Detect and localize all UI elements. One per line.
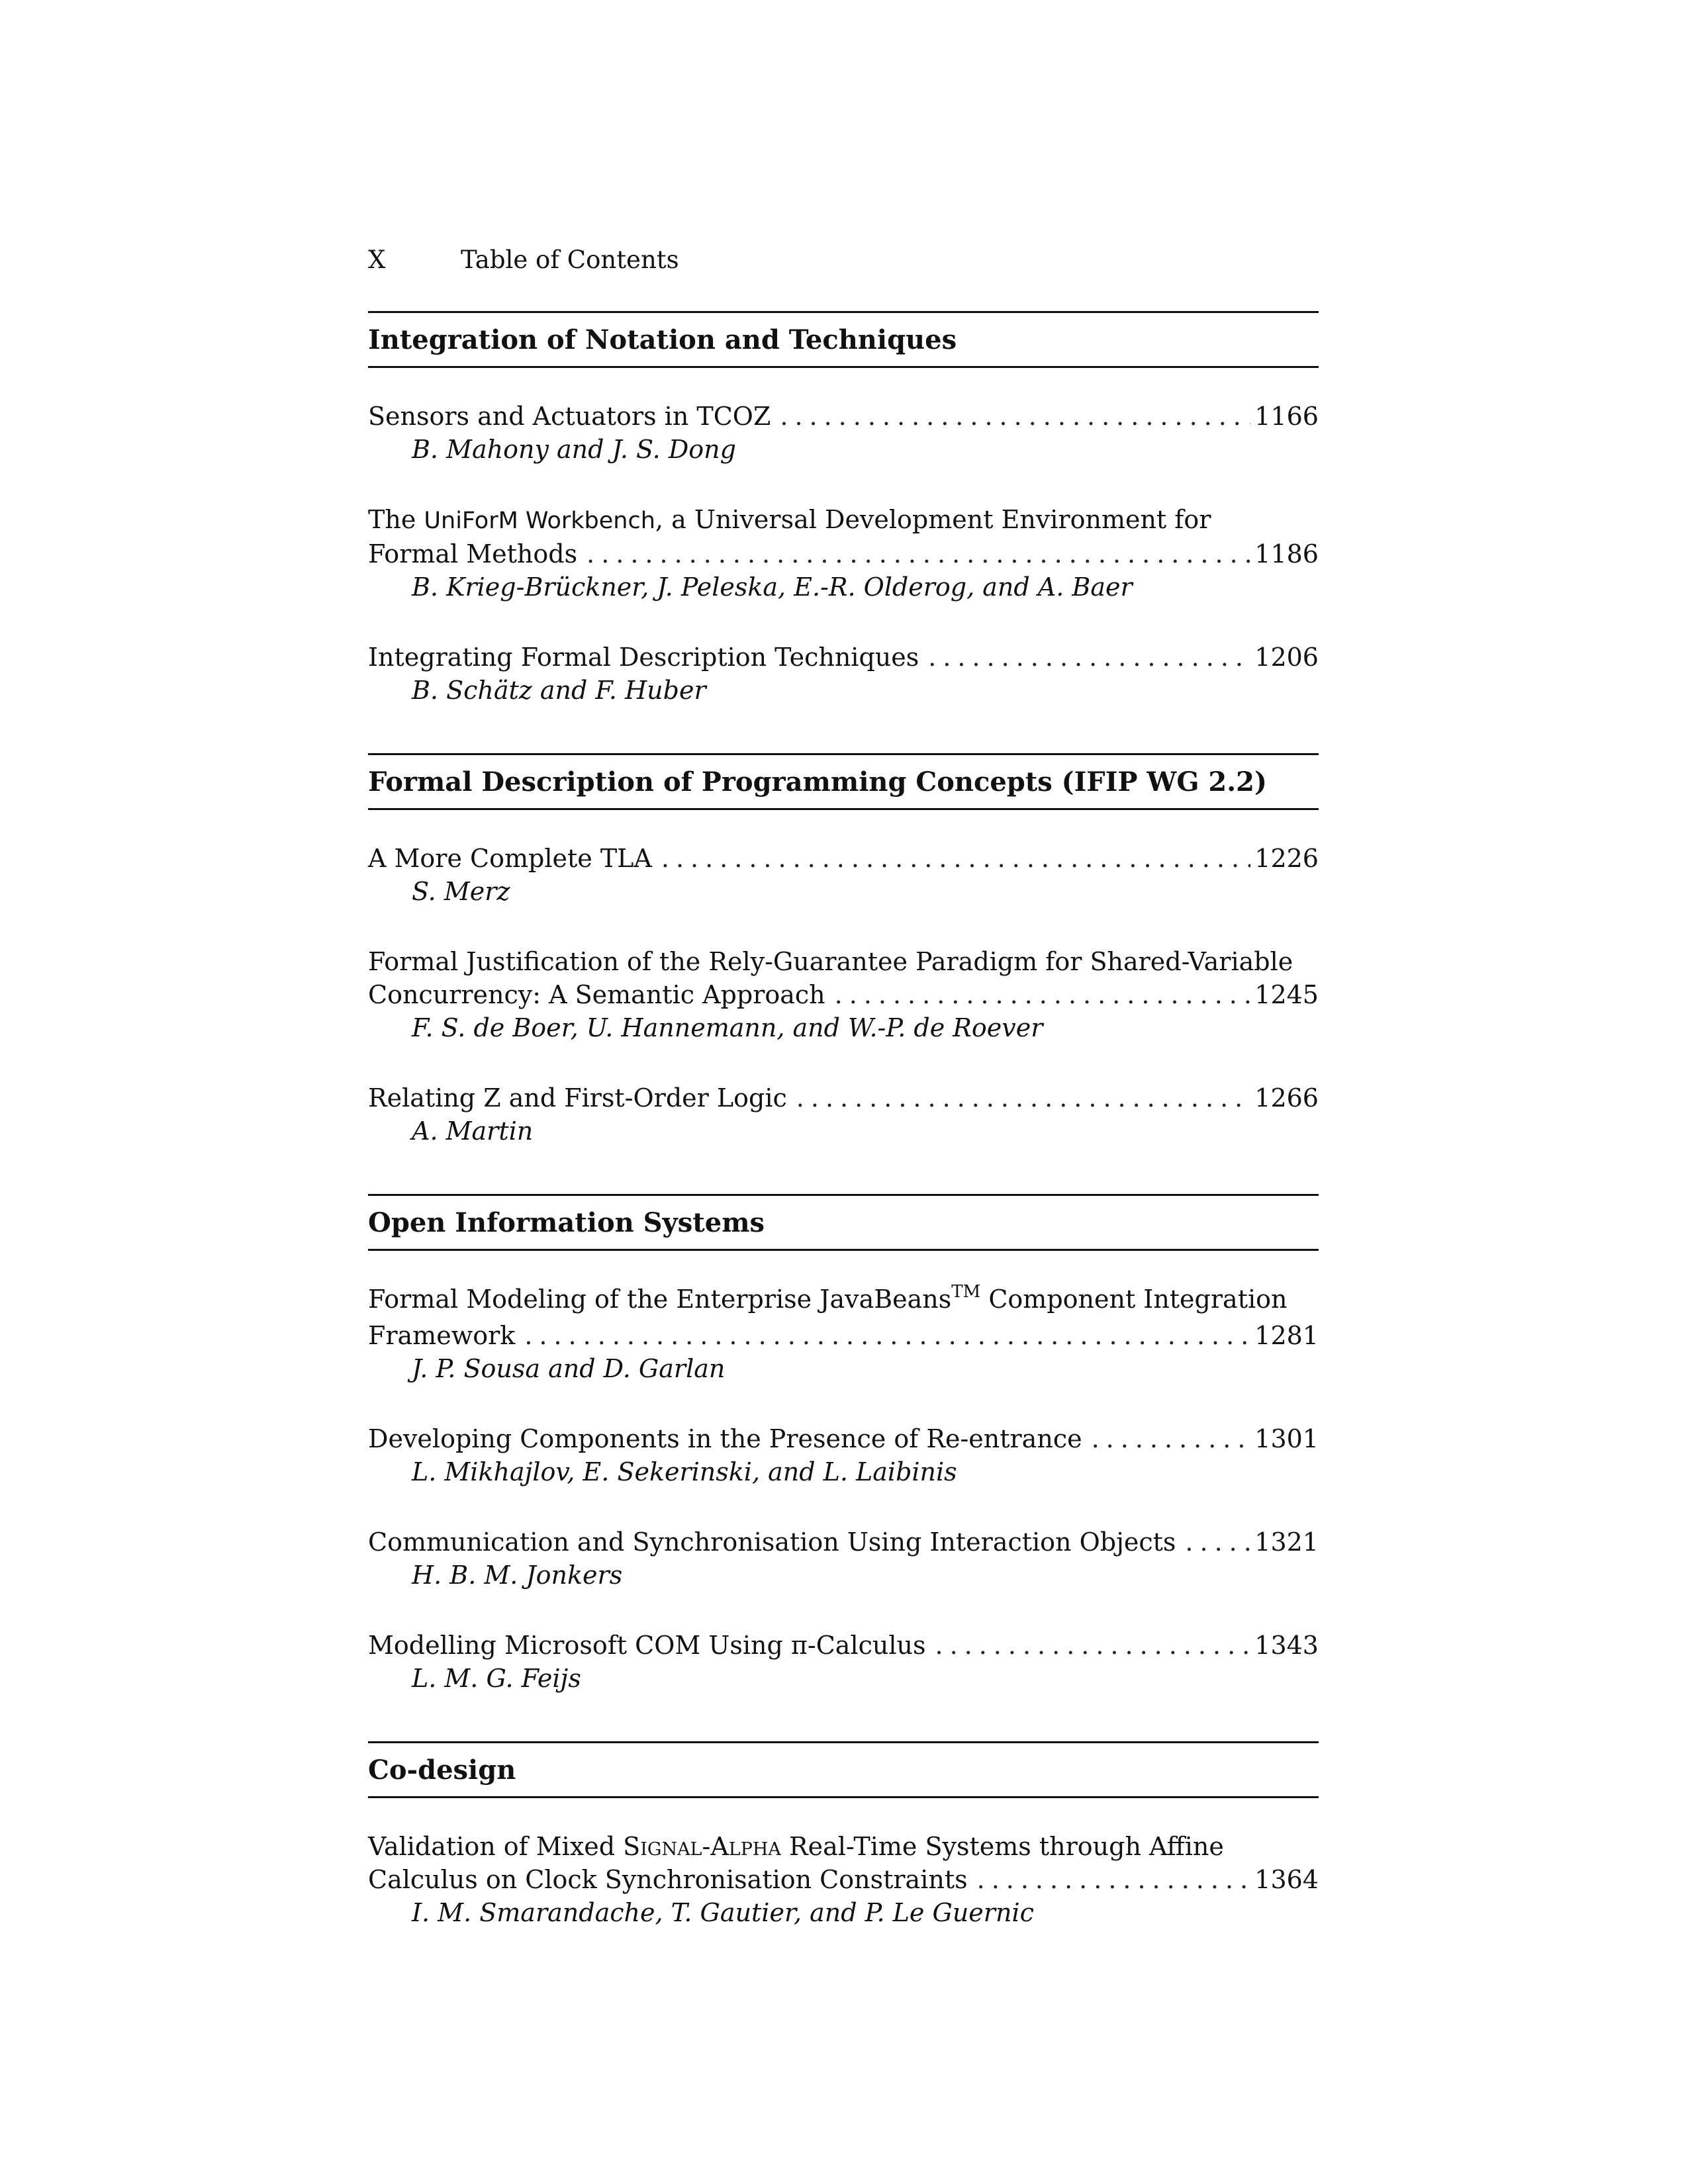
dot-leader (928, 641, 1250, 674)
entry-authors: L. Mikhajlov, E. Sekerinski, and L. Laibinis (412, 1457, 957, 1486)
page-number: X (368, 246, 386, 274)
entry-authors: F. S. de Boer, U. Hannemann, and W.-P. de Roever (412, 1013, 1043, 1042)
entry-page: 1245 (1254, 980, 1319, 1009)
section-header (368, 753, 1319, 810)
entry-title-row (368, 1863, 1319, 1896)
entry-title-row (368, 1422, 1319, 1455)
section-header (368, 311, 1319, 368)
toc-section (368, 311, 1319, 707)
toc-entry[interactable] (368, 1283, 1319, 1385)
trademark-superscript: TM (951, 1282, 981, 1302)
entry-title-row (368, 978, 1319, 1011)
entry-authors: A. Martin (412, 1116, 534, 1146)
entry-title-row (368, 400, 1319, 433)
entry-title-row (368, 1525, 1319, 1559)
toc-entry[interactable] (368, 1422, 1319, 1488)
dot-leader (796, 1081, 1251, 1115)
toc-entry[interactable] (368, 1830, 1319, 1929)
entry-title: Concurrency: A Semantic Approach (368, 980, 825, 1009)
toc-entry[interactable] (368, 641, 1319, 707)
entry-authors: J. P. Sousa and D. Garlan (412, 1354, 726, 1383)
entry-title-line (368, 1283, 1319, 1319)
entry-title-row (368, 1629, 1319, 1662)
toc-section (368, 753, 1319, 1148)
entry-title: Integrating Formal Description Techniques (368, 643, 919, 672)
entry-title-smallcaps-part: Signal-Alpha (623, 1832, 781, 1861)
entry-title-part: Component Integration (980, 1285, 1288, 1314)
toc-entry[interactable] (368, 842, 1319, 908)
dot-leader (661, 842, 1250, 875)
entry-title-line: Formal Justification of the Rely-Guarantee Paradigm for Shared-Variable (368, 947, 1293, 976)
entry-page: 1281 (1254, 1321, 1319, 1350)
section-title: Co-design (368, 1754, 516, 1786)
entry-authors: H. B. M. Jonkers (412, 1561, 623, 1590)
entry-title-part: Validation of Mixed (368, 1832, 624, 1861)
toc-entry[interactable] (368, 945, 1319, 1044)
dot-leader (835, 978, 1251, 1011)
entry-title: Communication and Synchronisation Using Interaction Objects (368, 1527, 1176, 1557)
entry-page: 1206 (1254, 643, 1319, 672)
entry-title: Calculus on Clock Synchronisation Constraints (368, 1865, 968, 1894)
toc-entry[interactable] (368, 1081, 1319, 1148)
dot-leader (977, 1863, 1251, 1896)
entry-page: 1343 (1254, 1631, 1319, 1660)
entry-title-part: Real-Time Systems through Affine (780, 1832, 1224, 1861)
entry-title: Framework (368, 1321, 516, 1350)
entry-title-line (368, 1830, 1319, 1863)
entry-page: 1364 (1254, 1865, 1319, 1894)
entry-title: Developing Components in the Presence of Re-entrance (368, 1424, 1082, 1453)
dot-leader (586, 537, 1250, 570)
section-header (368, 1194, 1319, 1251)
entry-title-row (368, 1319, 1319, 1352)
section-header (368, 1741, 1319, 1798)
toc-entry[interactable] (368, 503, 1319, 604)
toc-page (368, 238, 1319, 1929)
entry-title: A More Complete TLA (368, 844, 652, 873)
entry-title-row (368, 537, 1319, 570)
entry-page: 1166 (1254, 402, 1319, 431)
dot-leader (935, 1629, 1250, 1662)
entry-page: 1321 (1254, 1527, 1319, 1557)
dot-leader (780, 400, 1250, 433)
section-title: Integration of Notation and Techniques (368, 324, 957, 355)
toc-section (368, 1194, 1319, 1695)
toc-section (368, 1741, 1319, 1929)
dot-leader (1185, 1525, 1250, 1559)
entry-title-part: The (368, 505, 424, 534)
entry-title-part: Formal Modeling of the Enterprise JavaBeans (368, 1285, 952, 1314)
entry-authors: S. Merz (412, 877, 510, 906)
entry-title: Modelling Microsoft COM Using π-Calculus (368, 1631, 926, 1660)
entry-title-sans-part: UniForM Workbench (424, 508, 655, 534)
toc-entry[interactable] (368, 1525, 1319, 1592)
entry-authors: B. Schätz and F. Huber (412, 676, 706, 705)
entry-title-line (368, 503, 1319, 537)
entry-page: 1226 (1254, 844, 1319, 873)
entry-title: Sensors and Actuators in TCOZ (368, 402, 771, 431)
entry-authors: I. M. Smarandache, T. Gautier, and P. Le Guernic (412, 1898, 1034, 1927)
entry-page: 1266 (1254, 1083, 1319, 1113)
entry-authors: B. Krieg-Brückner, J. Peleska, E.-R. Olderog, and A. Baer (412, 572, 1133, 602)
entry-page: 1186 (1254, 539, 1319, 569)
dot-leader (1092, 1422, 1251, 1455)
entry-title-row (368, 1081, 1319, 1115)
dot-leader (524, 1319, 1250, 1352)
section-title: Formal Description of Programming Concepts (IFIP WG 2.2) (368, 766, 1267, 797)
entry-title-row (368, 842, 1319, 875)
section-title: Open Information Systems (368, 1206, 765, 1238)
entry-page: 1301 (1254, 1424, 1319, 1453)
toc-entry[interactable] (368, 1629, 1319, 1695)
entry-title: Relating Z and First-Order Logic (368, 1083, 787, 1113)
entry-title: Formal Methods (368, 539, 578, 569)
entry-title-part: , a Universal Development Environment for (655, 505, 1211, 534)
entry-title-row (368, 641, 1319, 674)
entry-authors: B. Mahony and J. S. Dong (412, 435, 736, 464)
toc-entry[interactable] (368, 400, 1319, 466)
entry-authors: L. M. G. Feijs (412, 1664, 581, 1693)
running-head (368, 238, 1319, 282)
running-head-title: Table of Contents (461, 246, 679, 274)
